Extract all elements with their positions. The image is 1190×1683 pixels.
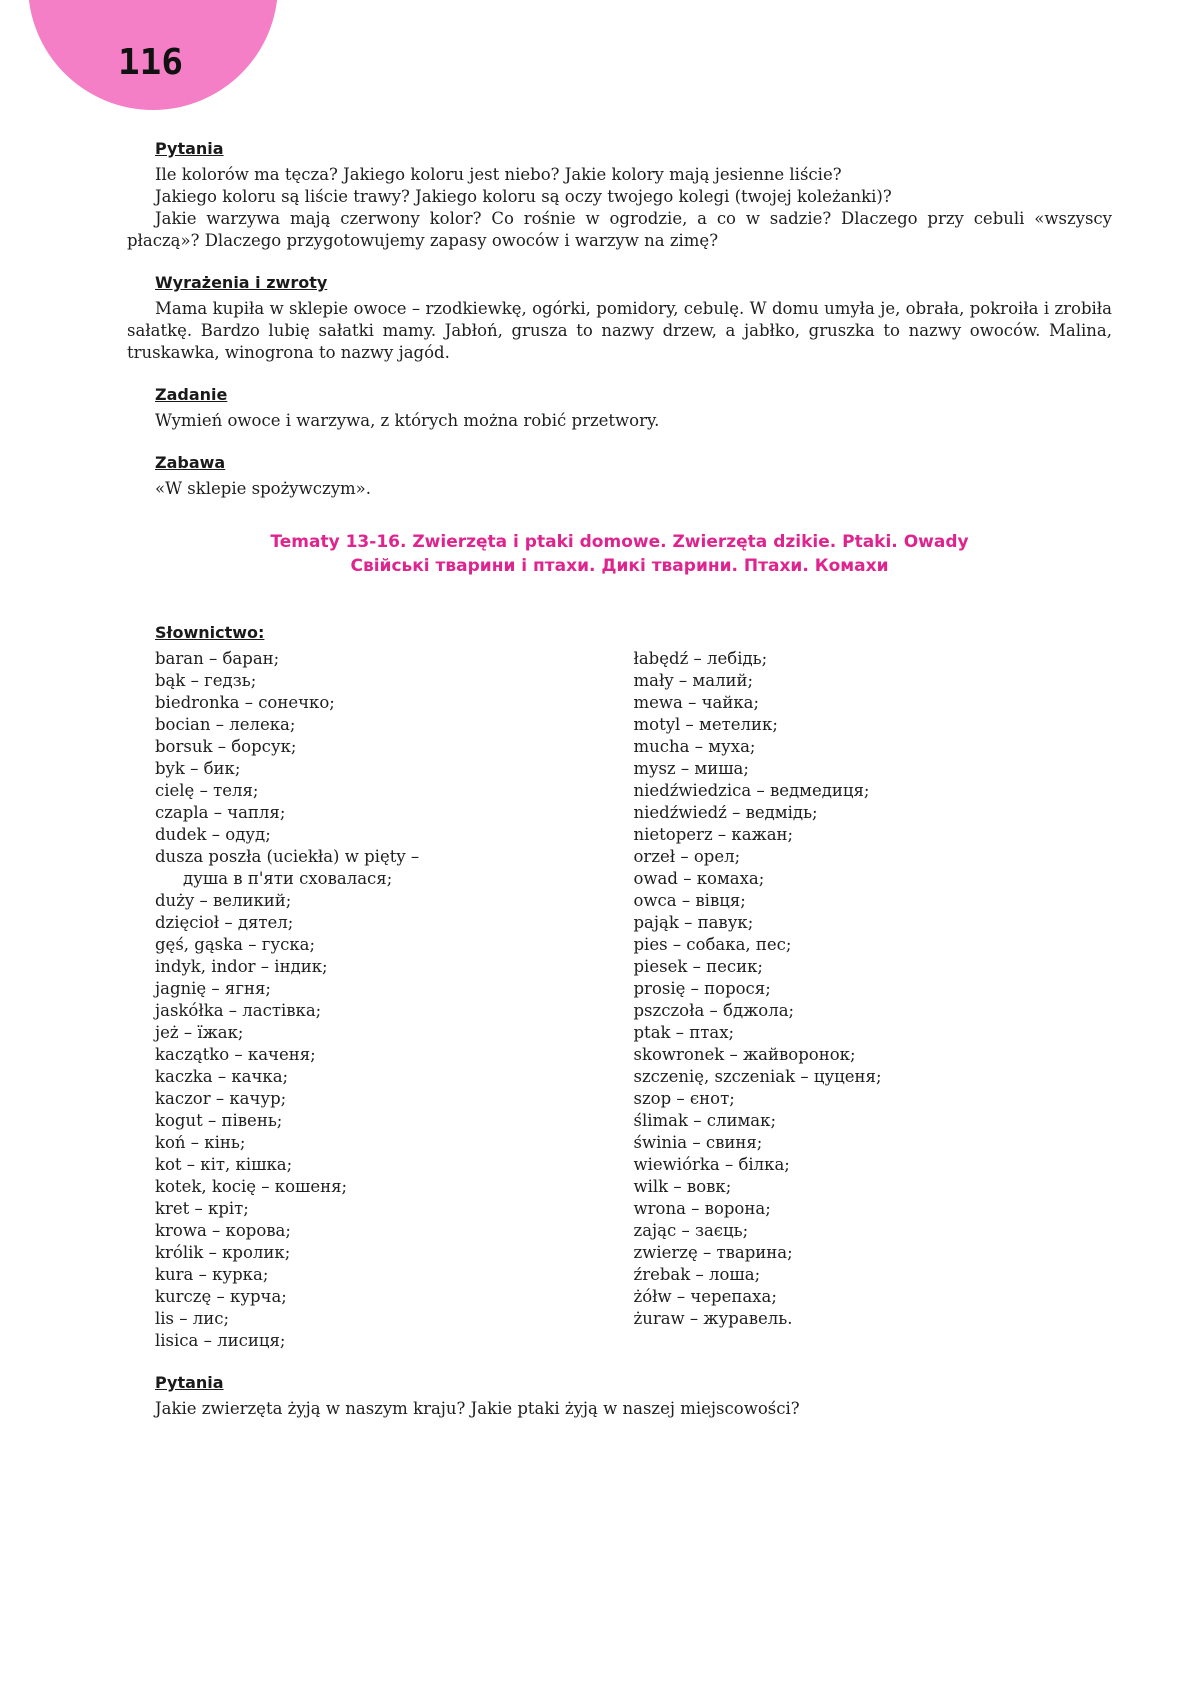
question-line: Jakie warzywa mają czerwony kolor? Co rośnie w ogrodzie, a co w sadzie? Dlaczego przy cebuli «wszyscy płaczą»? Dlaczego przygotowujemy zapasy owoców i warzyw na zimę? (127, 209, 1112, 250)
vocabulary-entry: łabędź – лебідь; (633, 649, 768, 668)
vocabulary-entry: zając – заєць; (633, 1221, 749, 1240)
vocabulary-entry: świnia – свиня; (633, 1133, 763, 1152)
vocabulary-entry: baran – баран; (155, 649, 280, 668)
game-heading: Zabawa (155, 453, 226, 472)
vocabulary-entry: wilk – вовк; (633, 1177, 732, 1196)
vocabulary-entry: kaczor – качур; (155, 1089, 287, 1108)
vocabulary-entry: ptak – птах; (633, 1023, 735, 1042)
vocabulary-entry: owca – вівця; (633, 891, 746, 910)
vocabulary-entry: duży – великий; (155, 891, 292, 910)
vocabulary-entry: dudek – одуд; (155, 825, 271, 844)
vocabulary-entry: biedronka – сонечко; (155, 693, 335, 712)
expressions-text: Mama kupiła w sklepie owoce – rzodkiewkę, ogórki, pomidory, cebulę. W domu umyła je, obrała, pokroiła i zrobiła sałatkę. Bardzo lubię sałatki mamy. Jabłoń, grusza to nazwy drzew, a jabłko, gruszka to nazwy owoców. Malina, truskawka, winogrona to nazwy jagód. (127, 299, 1112, 362)
expressions-section (127, 272, 1112, 364)
vocabulary-entry: mały – малий; (633, 671, 754, 690)
vocabulary-entry: lis – лис; (155, 1309, 230, 1328)
vocabulary-entry: jagnię – ягня; (155, 979, 271, 998)
game-section (127, 452, 1112, 500)
vocabulary-column-right (634, 648, 1113, 1352)
topic-title-ukrainian: Свійські тварини і птахи. Дикі тварини. Птахи. Комахи (350, 556, 889, 576)
vocabulary-entry: żuraw – журавель. (633, 1309, 793, 1328)
topic-title-polish: Tematy 13-16. Zwierzęta i ptaki domowe. Zwierzęta dzikie. Ptaki. Owady (270, 532, 969, 552)
vocabulary-entry: koń – кінь; (155, 1133, 246, 1152)
vocabulary-entry: cielę – теля; (155, 781, 259, 800)
vocabulary-entry: czapla – чапля; (155, 803, 286, 822)
question-line: Jakiego koloru są liście trawy? Jakiego koloru są oczy twojego kolegi (twojej koleżanki)? (155, 187, 892, 206)
vocabulary-entry: jaskółka – ластівка; (155, 1001, 322, 1020)
vocabulary-entry: mysz – миша; (633, 759, 749, 778)
vocabulary-entry: prosię – порося; (633, 979, 771, 998)
vocabulary-entry: szczenię, szczeniak – цуценя; (633, 1067, 882, 1086)
vocabulary-entry: kogut – півень; (155, 1111, 283, 1130)
vocabulary-entry: wrona – ворона; (633, 1199, 771, 1218)
questions-section-2 (127, 1372, 1112, 1420)
vocabulary-entry: zwierzę – тварина; (633, 1243, 793, 1262)
vocabulary-entry: piesek – песик; (633, 957, 763, 976)
questions-heading: Pytania (155, 139, 224, 158)
vocabulary-column-left (155, 648, 634, 1352)
page-content (127, 138, 1112, 1440)
vocabulary-entry: niedźwiedzica – ведмедиця; (633, 781, 870, 800)
vocabulary-entry: orzeł – орел; (633, 847, 741, 866)
vocabulary-entry: skowronek – жайворонок; (633, 1045, 856, 1064)
vocabulary-entry: lisica – лисиця; (155, 1331, 286, 1350)
vocabulary-entry: pszczoła – бджола; (633, 1001, 795, 1020)
page-number: 116 (118, 42, 184, 83)
vocabulary-entry: kotek, kocię – кошеня; (155, 1177, 348, 1196)
question-line: Ile kolorów ma tęcza? Jakiego koloru jest niebo? Jakie kolory mają jesienne liście? (155, 165, 842, 184)
vocabulary-entry: душа в п'яти сховалася; (183, 869, 393, 888)
expressions-heading: Wyrażenia i zwroty (155, 273, 328, 292)
vocabulary-entry: mewa – чайка; (633, 693, 760, 712)
vocabulary-entry: kaczątko – каченя; (155, 1045, 316, 1064)
vocabulary-entry: owad – комаха; (633, 869, 765, 888)
task-section (127, 384, 1112, 432)
vocabulary-entry: niedźwiedź – ведмідь; (633, 803, 818, 822)
vocabulary-entry: jeż – їжак; (155, 1023, 244, 1042)
vocabulary-entry: nietoperz – кажан; (633, 825, 794, 844)
vocabulary-entry: pies – собака, пес; (633, 935, 792, 954)
vocabulary-columns (155, 648, 1112, 1352)
vocabulary-entry: źrebak – лоша; (633, 1265, 761, 1284)
vocabulary-entry: królik – кролик; (155, 1243, 291, 1262)
vocabulary-entry: kaczka – качка; (155, 1067, 289, 1086)
task-heading: Zadanie (155, 385, 228, 404)
vocabulary-entry: gęś, gąska – гуска; (155, 935, 316, 954)
vocabulary-entry: mucha – муха; (633, 737, 756, 756)
vocabulary-entry: bąk – гедзь; (155, 671, 257, 690)
vocabulary-entry: dzięcioł – дятел; (155, 913, 294, 932)
questions-section (127, 138, 1112, 252)
vocabulary-entry: wiewiórka – білка; (633, 1155, 790, 1174)
vocabulary-entry: ślimak – слимак; (633, 1111, 777, 1130)
vocabulary-entry: kret – кріт; (155, 1199, 249, 1218)
vocabulary-entry: kot – кіт, кішка; (155, 1155, 293, 1174)
vocabulary-entry: żółw – черепаха; (633, 1287, 777, 1306)
vocabulary-entry: krowa – корова; (155, 1221, 291, 1240)
questions-heading-2: Pytania (155, 1373, 224, 1392)
questions-text-2: Jakie zwierzęta żyją w naszym kraju? Jakie ptaki żyją w naszej miejscowości? (155, 1399, 800, 1418)
vocabulary-entry: kura – курка; (155, 1265, 269, 1284)
vocabulary-entry: szop – єнот; (633, 1089, 735, 1108)
topic-title (127, 530, 1112, 578)
vocabulary-entry: byk – бик; (155, 759, 241, 778)
vocabulary-section (127, 622, 1112, 1352)
task-text: Wymień owoce i warzywa, z których można robić przetwory. (155, 411, 660, 430)
vocabulary-entry: kurczę – курча; (155, 1287, 287, 1306)
vocabulary-entry: pająk – павук; (633, 913, 754, 932)
vocabulary-entry: bocian – лелека; (155, 715, 296, 734)
vocabulary-entry: dusza poszła (uciekła) w pięty – (155, 847, 420, 866)
game-text: «W sklepie spożywczym». (155, 479, 371, 498)
vocabulary-entry: motyl – метелик; (633, 715, 778, 734)
vocabulary-heading: Słownictwo: (155, 623, 265, 642)
vocabulary-entry: indyk, indor – індик; (155, 957, 328, 976)
vocabulary-entry: borsuk – борсук; (155, 737, 297, 756)
